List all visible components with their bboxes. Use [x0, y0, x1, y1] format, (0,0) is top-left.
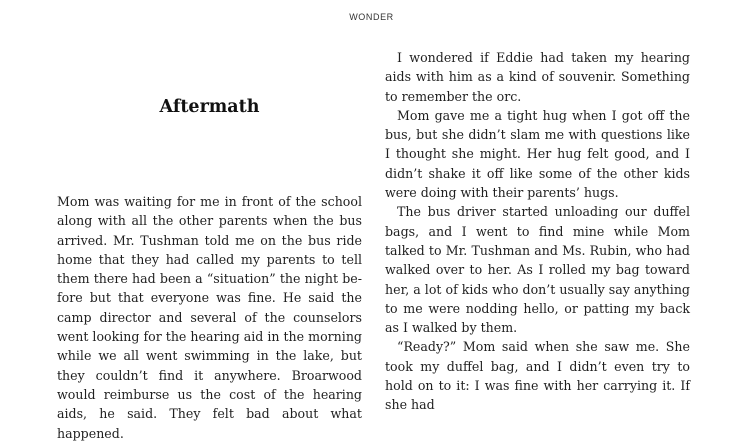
- right-paragraph-1: I wondered if Eddie had taken my hearing aids with him as a kind of souvenir. Something to remember the orc.: [385, 50, 690, 104]
- right-paragraph-2: Mom gave me a tight hug when I got off the bus, but she didn’t slam me with questions like I thought she might. Her hug felt good, and I didn’t shake it off like some of the other kids were doing with their parents’ hugs.: [385, 107, 690, 201]
- running-title: WONDER: [349, 12, 394, 22]
- chapter-title: Aftermath: [159, 97, 260, 117]
- left-paragraph: Mom was waiting for me in front of the school along with all the other parents when the bus arrived. Mr. Tushman told me on the bus ride home that they had called my parents to tell them there had been a “situation” the night before but that everyone was fine. He said the camp director and several of the counselors went looking for the hearing aid in the morning while we all went swimming in the lake, but they couldn’t find it anywhere. Broarwood would reimburse us the cost of the hearing aids, he said. They felt bad about what happened.: [57, 194, 362, 441]
- right-paragraph-3: The bus driver started unloading our duffel bags, and I went to find mine while Mom talked to Mr. Tushman and Ms. Rubin, who had walked over to her. As I rolled my bag toward her, a lot of kids who don’t usually say anything to me were nodding hello, or patting my back as I walked by them.: [385, 204, 690, 336]
- right-paragraph-4: “Ready?” Mom said when she saw me. She took my duffel bag, and I didn’t even try to hold on to it: I was fine with her carrying it. If she had: [385, 339, 690, 413]
- right-page-text: [385, 48, 690, 415]
